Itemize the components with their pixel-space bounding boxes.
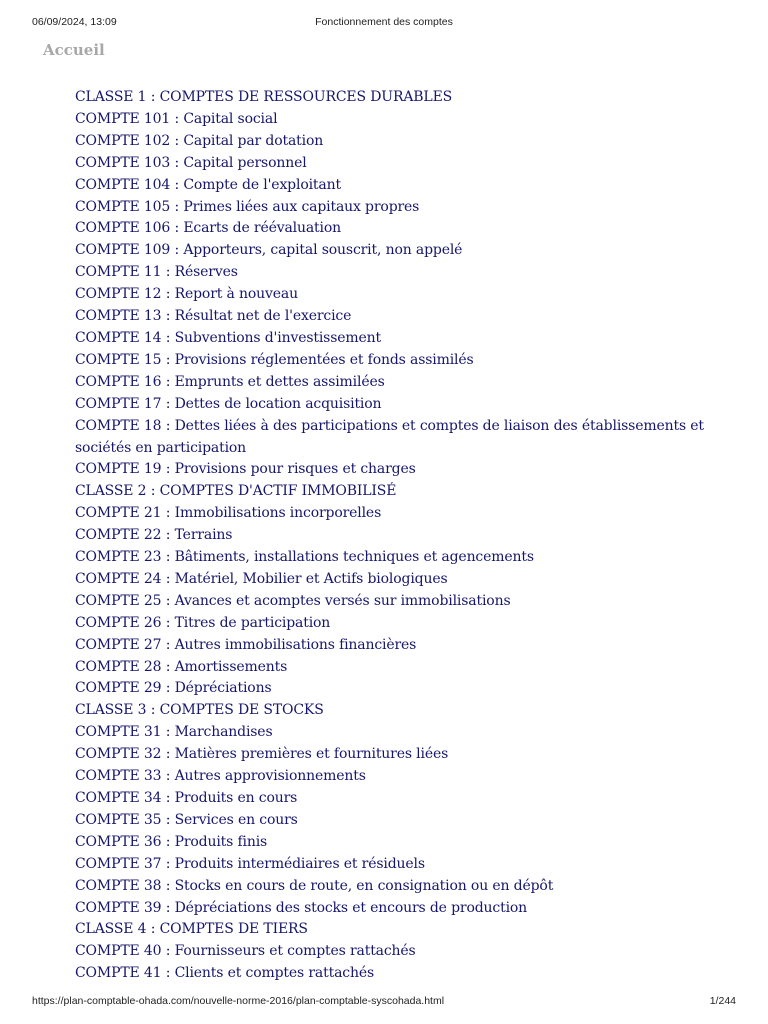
account-link[interactable]: COMPTE 27 : Autres immobilisations financières — [75, 636, 417, 653]
account-link[interactable]: COMPTE 29 : Dépréciations — [75, 680, 272, 697]
print-url: https://plan-comptable-ohada.com/nouvelle-norme-2016/plan-comptable-syscohada.html — [32, 995, 445, 1007]
account-list — [75, 87, 715, 985]
account-link[interactable]: COMPTE 25 : Avances et acomptes versés sur immobilisations — [75, 592, 511, 609]
print-header — [32, 16, 736, 32]
account-link[interactable]: COMPTE 39 : Dépréciations des stocks et encours de production — [75, 899, 528, 916]
account-link[interactable]: COMPTE 23 : Bâtiments, installations techniques et agencements — [75, 549, 534, 566]
account-link[interactable]: COMPTE 17 : Dettes de location acquisition — [75, 395, 382, 412]
account-link[interactable]: COMPTE 11 : Réserves — [75, 264, 238, 281]
account-link[interactable]: COMPTE 15 : Provisions réglementées et fonds assimilés — [75, 351, 474, 368]
account-link[interactable]: COMPTE 101 : Capital social — [75, 110, 278, 127]
account-link[interactable]: COMPTE 105 : Primes liées aux capitaux propres — [75, 198, 420, 215]
account-link[interactable]: COMPTE 19 : Provisions pour risques et charges — [75, 461, 416, 478]
account-link[interactable]: COMPTE 18 : Dettes liées à des participations et comptes de liaison des établissements et sociétés en participation — [75, 417, 704, 456]
account-link[interactable]: COMPTE 21 : Immobilisations incorporelles — [75, 505, 382, 522]
account-link[interactable]: COMPTE 12 : Report à nouveau — [75, 286, 298, 303]
account-link[interactable]: COMPTE 24 : Matériel, Mobilier et Actifs biologiques — [75, 570, 448, 587]
print-datetime: 06/09/2024, 13:09 — [32, 16, 117, 28]
account-link[interactable]: COMPTE 102 : Capital par dotation — [75, 132, 324, 149]
account-link[interactable]: COMPTE 14 : Subventions d'investissement — [75, 329, 381, 346]
account-link[interactable]: COMPTE 22 : Terrains — [75, 527, 233, 544]
account-link[interactable]: COMPTE 38 : Stocks en cours de route, en consignation ou en dépôt — [75, 877, 554, 894]
account-link[interactable]: COMPTE 28 : Amortissements — [75, 658, 288, 675]
home-link[interactable]: Accueil — [43, 41, 105, 59]
class-heading-link[interactable]: CLASSE 2 : COMPTES D'ACTIF IMMOBILISÉ — [75, 483, 397, 500]
account-link[interactable]: COMPTE 36 : Produits finis — [75, 833, 268, 850]
class-heading-link[interactable]: CLASSE 4 : COMPTES DE TIERS — [75, 921, 308, 938]
account-link[interactable]: COMPTE 106 : Ecarts de réévaluation — [75, 220, 342, 237]
class-heading-link[interactable]: CLASSE 1 : COMPTES DE RESSOURCES DURABLES — [75, 89, 453, 105]
print-footer — [32, 995, 736, 1009]
account-link[interactable]: COMPTE 16 : Emprunts et dettes assimilées — [75, 373, 385, 390]
account-link[interactable]: COMPTE 33 : Autres approvisionnements — [75, 768, 366, 785]
account-link[interactable]: COMPTE 26 : Titres de participation — [75, 614, 331, 631]
account-link[interactable]: COMPTE 104 : Compte de l'exploitant — [75, 176, 341, 193]
print-page-number: 1/244 — [709, 995, 736, 1007]
account-link[interactable]: COMPTE 109 : Apporteurs, capital souscrit, non appelé — [75, 242, 463, 259]
account-link[interactable]: COMPTE 37 : Produits intermédiaires et résiduels — [75, 855, 425, 872]
account-link[interactable]: COMPTE 41 : Clients et comptes rattachés — [75, 965, 374, 982]
account-link[interactable]: COMPTE 32 : Matières premières et fournitures liées — [75, 746, 449, 763]
account-link[interactable]: COMPTE 31 : Marchandises — [75, 724, 273, 741]
account-link[interactable]: COMPTE 35 : Services en cours — [75, 811, 298, 828]
account-link[interactable]: COMPTE 34 : Produits en cours — [75, 790, 298, 806]
print-page-title: Fonctionnement des comptes — [315, 16, 453, 28]
account-link[interactable]: COMPTE 40 : Fournisseurs et comptes rattachés — [75, 943, 416, 960]
account-link[interactable]: COMPTE 13 : Résultat net de l'exercice — [75, 308, 352, 325]
account-link[interactable]: COMPTE 103 : Capital personnel — [75, 154, 307, 171]
class-heading-link[interactable]: CLASSE 3 : COMPTES DE STOCKS — [75, 702, 324, 719]
